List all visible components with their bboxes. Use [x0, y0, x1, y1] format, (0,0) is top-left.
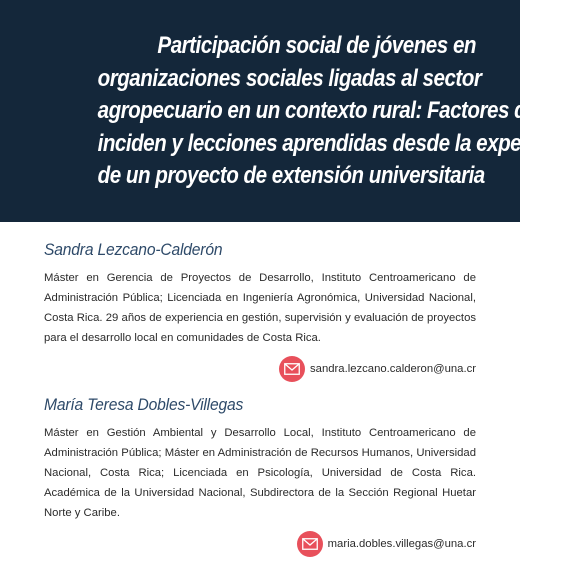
author-contact: [44, 531, 476, 557]
article-title: [97, 30, 584, 193]
author-block-1: [44, 240, 476, 382]
envelope-icon: [279, 356, 305, 382]
title-banner: [0, 0, 584, 222]
title-line-5: de un proyecto de extensión universitaria: [97, 162, 485, 189]
author-bio: Máster en Gerencia de Proyectos de Desarrollo, Instituto Centroamericano de Administración Pública; Licenciada en Ingeniería Agronómica, Universidad Nacional, Costa Rica. 29 años de experiencia en gestión, supervisión y evaluación de proyectos para el desarrollo local en comunidades de Costa Rica.: [44, 272, 476, 344]
title-line-3: agropecuario en un contexto rural: Factores que: [97, 97, 550, 124]
author-name: María Teresa Dobles-Villegas: [44, 395, 244, 414]
title-line-1: Participación social de jóvenes en: [157, 32, 476, 59]
author-block-2: [44, 395, 476, 557]
author-name: Sandra Lezcano-Calderón: [44, 240, 223, 259]
envelope-icon: [297, 531, 323, 557]
title-line-2: organizaciones sociales ligadas al sector: [97, 64, 482, 92]
author-bio: Máster en Gestión Ambiental y Desarrollo Local, Instituto Centroamericano de Administración Pública; Máster en Administración de Recursos Humanos, Universidad Nacional, Costa Rica; Licenciada en Psicología, Universidad de Costa Rica. Académica de la Universidad Nacional, Subdirectora de la Sección Regional Huetar Norte y Caribe.: [44, 427, 476, 519]
title-line-4: inciden y lecciones aprendidas desde la experiencia: [97, 129, 584, 157]
author-email-link[interactable]: sandra.lezcano.calderon@una.cr: [310, 363, 476, 375]
author-contact: [44, 356, 476, 382]
author-email-link[interactable]: maria.dobles.villegas@una.cr: [327, 538, 476, 550]
